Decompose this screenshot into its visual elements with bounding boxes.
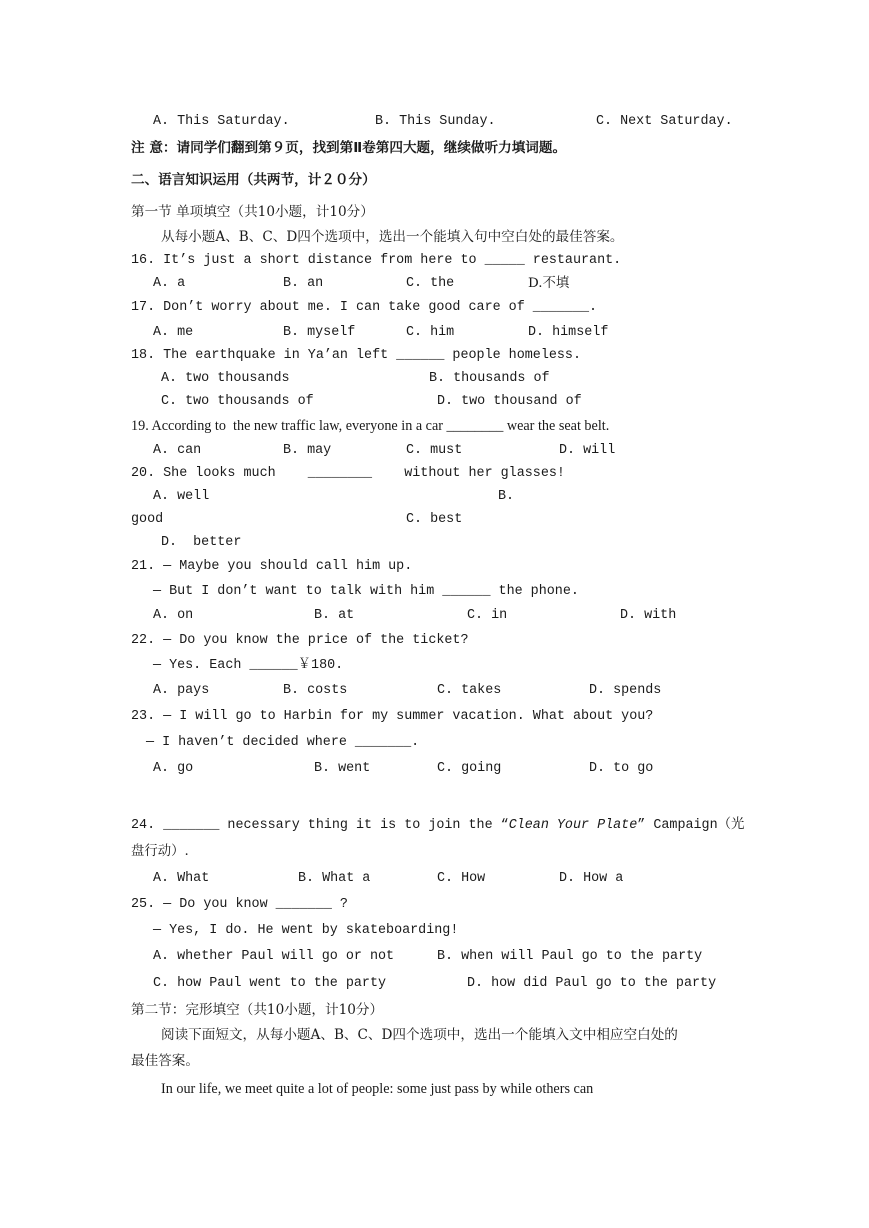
question-line: — Yes, I do. He went by skateboarding! (153, 923, 459, 938)
campaign-name: Clean Your Plate (508, 818, 638, 833)
question-line: — But I don’t want to talk with him ______ the phone. (153, 584, 579, 599)
option-c: C. in (467, 608, 508, 623)
option-b: B. (498, 489, 515, 504)
section-instruction: 阅读下面短文，从每小题A、B、C、D四个选项中，选出一个能填入文中相应空白处的 (161, 1027, 678, 1043)
option-d: D. with (620, 608, 677, 623)
section-instruction: 最佳答案。 (131, 1053, 199, 1069)
option-a: A. me (153, 325, 194, 340)
option-c: C. How (437, 871, 486, 886)
option-c: C. best (406, 512, 463, 527)
section-instruction: 从每小题A、B、C、D四个选项中，选出一个能填入句中空白处的最佳答案。 (161, 229, 624, 245)
notice: 注 意：请同学们翻到第９页，找到第Ⅱ卷第四大题，继续做听力填词题。 (131, 140, 567, 156)
question-line: 22. — Do you know the price of the ticket? (131, 633, 469, 648)
option-a: A. a (153, 276, 186, 291)
question-stem: 20. She looks much ________ without her glasses! (131, 466, 565, 481)
option-d: D. How a (559, 871, 624, 886)
question-stem: 17. Don’t worry about me. I can take good care of _______. (131, 300, 598, 315)
question-stem: 19. According to the new traffic law, everyone in a car ________ wear the seat belt. (131, 418, 610, 434)
option-b: B. This Sunday. (375, 114, 496, 129)
option-c: C. two thousands of (161, 394, 314, 409)
option-a: A. whether Paul will go or not (153, 949, 395, 964)
option-c: C. how Paul went to the party (153, 976, 387, 991)
question-line: — I haven’t decided where _______. (146, 735, 420, 750)
option-a: A. can (153, 443, 202, 458)
part-title: 二、语言知识运用（共两节，计２０分） (131, 172, 376, 188)
option-d: D. how did Paul go to the party (467, 976, 717, 991)
option-d: D. better (161, 535, 242, 550)
question-stem: 16. It’s just a short distance from here to _____ restaurant. (131, 253, 622, 268)
option-b: B. when will Paul go to the party (437, 949, 703, 964)
option-a: A. go (153, 761, 194, 776)
option-a: A. on (153, 608, 194, 623)
passage-line: In our life, we meet quite a lot of people: some just pass by while others can (161, 1081, 594, 1097)
option-d: D. will (559, 443, 616, 458)
option-b: B. an (283, 276, 324, 291)
option-a: A. two thousands (161, 371, 290, 386)
section-title: 第一节 单项填空（共10小题，计10分） (131, 204, 374, 220)
option-d: D. spends (589, 683, 662, 698)
question-stem: 18. The earthquake in Ya’an left ______ people homeless. (131, 348, 581, 363)
option-c: C. going (437, 761, 502, 776)
option-b: B. went (314, 761, 371, 776)
option-d: D. to go (589, 761, 654, 776)
option-b: B. myself (283, 325, 356, 340)
question-line: — Yes. Each ______￥180. (153, 658, 344, 673)
question-line: 21. — Maybe you should call him up. (131, 559, 413, 574)
question-line: 25. — Do you know _______ ? (131, 897, 348, 912)
option-c: C. takes (437, 683, 502, 698)
question-stem-cont: 盘行动）. (131, 844, 189, 859)
section-title: 第二节：完形填空（共10小题，计10分） (131, 1002, 384, 1018)
option-d: D. two thousand of (437, 394, 582, 409)
option-c: C. the (406, 276, 455, 291)
option-c: C. him (406, 325, 455, 340)
option-b-text: good (131, 512, 164, 527)
option-b: B. What a (298, 871, 371, 886)
question-line: 23. — I will go to Harbin for my summer vacation. What about you? (131, 709, 654, 724)
option-d: D. himself (528, 325, 609, 340)
option-b: B. may (283, 443, 332, 458)
option-b: B. thousands of (429, 371, 550, 386)
option-a: A. What (153, 871, 210, 886)
option-b: B. at (314, 608, 355, 623)
option-a: A. This Saturday. (153, 114, 290, 129)
option-d: D.不填 (528, 276, 570, 291)
option-a: A. well (153, 489, 210, 504)
option-c: C. Next Saturday. (596, 114, 733, 129)
question-stem: 24. _______ necessary thing it is to join the “Clean Your Plate” Campaign（光 (131, 818, 745, 833)
option-c: C. must (406, 443, 463, 458)
option-a: A. pays (153, 683, 210, 698)
option-b: B. costs (283, 683, 348, 698)
